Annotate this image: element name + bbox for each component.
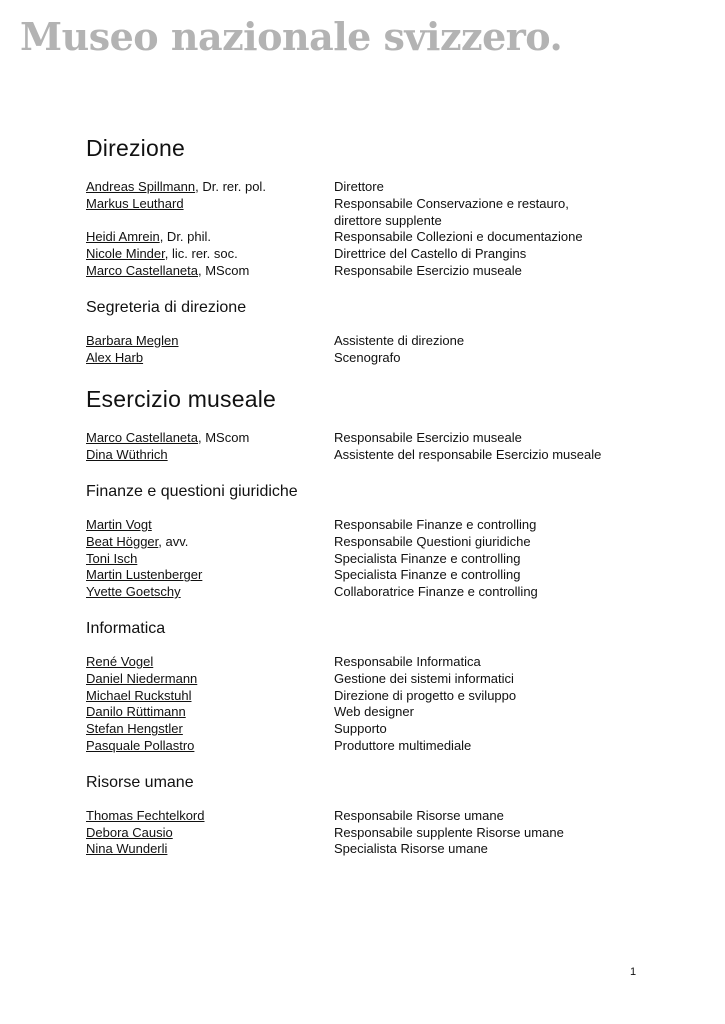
person-role: Supporto [334,721,387,737]
person-role: Responsabile Finanze e controlling [334,516,537,532]
person-row [86,229,646,246]
person-row [86,333,646,350]
person-row [86,738,646,755]
person-role: Collaboratrice Finanze e controlling [334,584,538,600]
person-role: Responsabile Questioni giuridiche [334,533,531,549]
person-link[interactable]: Daniel Niedermann [86,670,198,686]
person-link[interactable]: Thomas Fechtelkord [86,807,205,823]
person-title: , lic. rer. soc. [164,246,238,262]
people-list [86,430,646,464]
subsection-title: Segreteria di direzione [86,298,247,316]
person-role: Responsabile Esercizio museale [334,262,522,278]
person-role: Produttore multimediale [334,737,472,753]
person-row [86,551,646,568]
person-row [86,671,646,688]
person-link[interactable]: Michael Ruckstuhl [86,687,192,703]
person-role: Scenografo [334,349,401,365]
people-list [86,517,646,601]
person-row [86,704,646,721]
person-title: , Dr. phil. [159,229,211,245]
person-role: Responsabile Collezioni e documentazione [334,229,583,245]
person-link[interactable]: René Vogel [86,653,154,669]
person-row [86,196,646,230]
person-row [86,179,646,196]
staff-directory [86,133,646,876]
person-link[interactable]: Beat Högger [86,533,159,549]
person-row [86,263,646,280]
person-link[interactable]: Marco Castellaneta [86,430,198,446]
person-link[interactable]: Martin Lustenberger [86,567,203,583]
person-role: Specialista Finanze e controlling [334,550,521,566]
section-title: Direzione [86,135,185,161]
person-link[interactable]: Alex Harb [86,349,144,365]
person-row [86,517,646,534]
person-row [86,567,646,584]
person-role: Gestione dei sistemi informatici [334,670,514,686]
person-link[interactable]: Martin Vogt [86,516,152,532]
person-row [86,350,646,367]
people-list [86,654,646,755]
person-role: Specialista Risorse umane [334,841,488,857]
person-role: Web designer [334,704,414,720]
person-role: Responsabile supplente Risorse umane [334,824,564,840]
person-row [86,447,646,464]
person-role: Direttrice del Castello di Prangins [334,246,527,262]
person-link[interactable]: Nicole Minder [86,246,165,262]
person-row [86,430,646,447]
person-role: Responsabile Esercizio museale [334,430,522,446]
person-row [86,688,646,705]
person-title: , MScom [198,430,250,446]
person-title: , avv. [158,533,189,549]
subsection-title: Informatica [86,619,166,637]
person-link[interactable]: Marco Castellaneta [86,262,198,278]
person-link[interactable]: Dina Wüthrich [86,447,168,463]
person-link[interactable]: Nina Wunderli [86,841,168,857]
person-role: Assistente del responsabile Esercizio museale [334,447,602,463]
subsection-title: Finanze e questioni giuridiche [86,482,298,500]
person-row [86,246,646,263]
subsection-title: Risorse umane [86,773,194,791]
section-title: Esercizio museale [86,386,277,413]
people-list [86,179,646,280]
person-role: Assistente di direzione [334,332,465,348]
person-link[interactable]: Debora Causio [86,824,173,840]
person-link[interactable]: Yvette Goetschy [86,584,181,600]
person-role: Direzione di progetto e sviluppo [334,687,517,703]
person-row [86,654,646,671]
person-link[interactable]: Barbara Meglen [86,332,179,348]
person-link[interactable]: Pasquale Pollastro [86,737,195,753]
person-row [86,825,646,842]
person-title: , Dr. rer. pol. [195,179,266,194]
person-row [86,721,646,738]
person-role: Responsabile Informatica [334,653,481,669]
person-link[interactable]: Andreas Spillmann [86,179,196,194]
person-row [86,534,646,551]
people-list [86,808,646,858]
person-link[interactable]: Heidi Amrein [86,229,160,245]
person-row [86,841,646,858]
person-row [86,808,646,825]
person-role-line2: direttore supplente [334,212,442,228]
person-link[interactable]: Stefan Hengstler [86,721,183,737]
people-list [86,333,646,367]
person-role: Direttore [334,179,384,194]
person-link[interactable]: Danilo Rüttimann [86,704,186,720]
person-title: , MScom [198,262,250,278]
person-role: Responsabile Risorse umane [334,807,504,823]
museum-logo: Museo nazionale svizzero. [20,14,563,59]
person-link[interactable]: Toni Isch [86,550,138,566]
page-number: 1 [630,966,637,978]
person-role: Specialista Finanze e controlling [334,567,521,583]
person-row [86,584,646,601]
person-link[interactable]: Markus Leuthard [86,195,184,211]
person-role: Responsabile Conservazione e restauro, [334,195,569,211]
